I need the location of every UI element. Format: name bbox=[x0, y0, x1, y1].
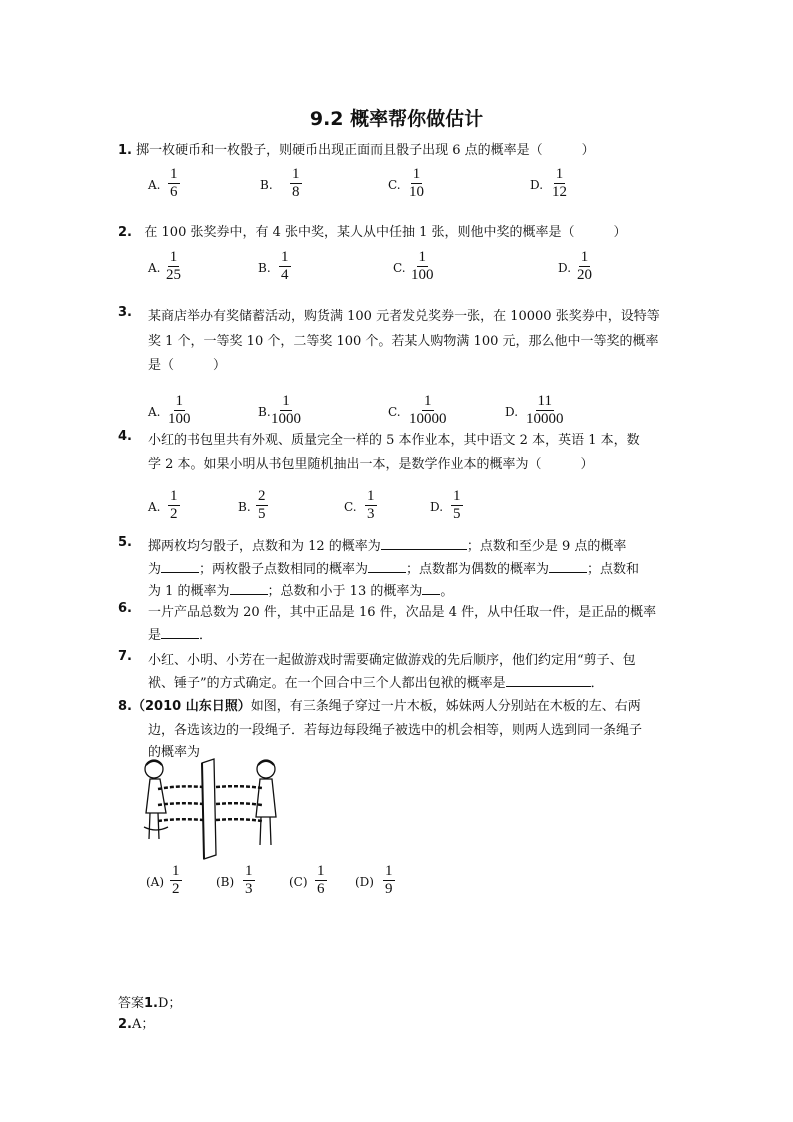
option-label: B. bbox=[260, 178, 273, 192]
option-fraction bbox=[271, 393, 301, 428]
option-label: B. bbox=[238, 500, 251, 514]
option-label: D. bbox=[430, 500, 444, 514]
question-source: （2010 山东日照） bbox=[131, 699, 251, 714]
numerator: 1 bbox=[170, 488, 178, 504]
denominator: 4 bbox=[281, 267, 289, 283]
question-6-line bbox=[148, 624, 212, 643]
answer-2 bbox=[118, 1013, 154, 1032]
question-number: 8. bbox=[118, 699, 132, 714]
option-fraction bbox=[365, 488, 377, 523]
answer-blank[interactable] bbox=[161, 560, 199, 573]
option-label: D. bbox=[530, 178, 544, 192]
answers-label: 答案 bbox=[118, 996, 145, 1011]
question-4-number bbox=[118, 429, 132, 444]
denominator: 12 bbox=[552, 184, 567, 200]
denominator: 5 bbox=[453, 506, 461, 522]
text: 为 1 的概率为 bbox=[148, 584, 230, 599]
answer-blank[interactable] bbox=[368, 560, 406, 573]
denominator: 6 bbox=[170, 184, 178, 200]
question-text-line: 小红的书包里共有外观、质量完全一样的 5 本作业本，其中语文 2 本，英语 1 本，数 bbox=[148, 433, 640, 448]
numerator: 1 bbox=[317, 863, 325, 879]
numerator: 1 bbox=[282, 393, 290, 409]
option-fraction bbox=[451, 488, 463, 523]
answer-number: 1. bbox=[144, 996, 158, 1011]
denominator: 25 bbox=[166, 267, 181, 283]
option-fraction bbox=[552, 166, 567, 201]
denominator: 2 bbox=[170, 506, 178, 522]
option-label: C. bbox=[393, 261, 406, 275]
denominator: 6 bbox=[317, 881, 325, 897]
denominator: 9 bbox=[385, 881, 393, 897]
question-text-line: 学 2 本。如果小明从书包里随机抽出一本，是数学作业本的概率为（ ） bbox=[148, 457, 594, 472]
text: 。 bbox=[440, 584, 454, 599]
option-label: B. bbox=[258, 261, 271, 275]
question-number: 3. bbox=[118, 305, 132, 320]
question-7-line bbox=[148, 672, 604, 691]
question-number: 4. bbox=[118, 429, 132, 444]
option-fraction bbox=[409, 393, 447, 428]
text: 是 bbox=[148, 628, 162, 643]
numerator: 1 bbox=[555, 166, 564, 182]
numerator: 1 bbox=[453, 488, 461, 504]
option-fraction bbox=[279, 249, 291, 284]
answer-text: A； bbox=[131, 1017, 155, 1032]
option-label: A. bbox=[148, 500, 161, 514]
question-number: 7. bbox=[118, 649, 132, 664]
question-3-number bbox=[118, 305, 132, 320]
question-2 bbox=[118, 221, 627, 240]
question-7-number bbox=[118, 649, 132, 664]
option-fraction bbox=[577, 249, 592, 284]
answer-text: D； bbox=[158, 996, 182, 1011]
option-label: A. bbox=[148, 178, 161, 192]
question-number: 5. bbox=[118, 535, 132, 550]
answer-1 bbox=[118, 992, 181, 1011]
option-fraction bbox=[256, 488, 268, 523]
answer-blank[interactable] bbox=[422, 582, 440, 595]
numerator: 11 bbox=[537, 393, 552, 409]
girl-right-figure bbox=[256, 760, 276, 845]
denominator: 3 bbox=[245, 881, 253, 897]
denominator: 3 bbox=[367, 506, 375, 522]
numerator: 2 bbox=[258, 488, 266, 504]
numerator: 1 bbox=[292, 166, 300, 182]
ropes bbox=[158, 786, 262, 821]
option-label: B. bbox=[258, 405, 271, 419]
denominator: 10000 bbox=[409, 411, 447, 427]
question-text: 在 100 张奖券中，有 4 张中奖，某人从中任抽 1 张，则他中奖的概率是（ ） bbox=[144, 225, 627, 240]
denominator: 2 bbox=[172, 881, 180, 897]
denominator: 100 bbox=[411, 267, 434, 283]
option-label: (D) bbox=[355, 875, 374, 889]
numerator: 1 bbox=[172, 863, 180, 879]
denominator: 1000 bbox=[271, 411, 301, 427]
numerator: 1 bbox=[169, 249, 178, 265]
numerator: 1 bbox=[412, 166, 421, 182]
option-fraction bbox=[411, 249, 434, 284]
option-fraction bbox=[526, 393, 564, 428]
option-label: C. bbox=[388, 178, 401, 192]
question-number: 1. bbox=[118, 143, 132, 158]
girl-left-figure bbox=[144, 760, 168, 839]
option-label: A. bbox=[148, 405, 161, 419]
question-5-line bbox=[148, 535, 626, 554]
numerator: 1 bbox=[175, 393, 183, 409]
option-fraction bbox=[168, 393, 191, 428]
question-text-line: 一片产品总数为 20 件，其中正品是 16 件，次品是 4 件，从中任取一件，是正品的概率 bbox=[148, 605, 657, 620]
question-text: 掷一枚硬币和一枚骰子，则硬币出现正面而且骰子出现 6 点的概率是（ ） bbox=[136, 143, 595, 158]
numerator: 1 bbox=[245, 863, 253, 879]
text: 掷两枚均匀骰子，点数和为 12 的概率为 bbox=[148, 539, 381, 554]
option-fraction bbox=[383, 863, 395, 898]
question-text-line: 是（ ） bbox=[148, 358, 227, 373]
option-fraction bbox=[315, 863, 327, 898]
text: ；两枚骰子点数相同的概率为 bbox=[199, 562, 369, 577]
question-number: 6. bbox=[118, 601, 132, 616]
numerator: 1 bbox=[385, 863, 393, 879]
option-label: C. bbox=[388, 405, 401, 419]
text: ；点数和 bbox=[587, 562, 640, 577]
question-text-line: 小红、小明、小芳在一起做游戏时需要确定做游戏的先后顺序，他们约定用“剪子、包 bbox=[148, 653, 636, 668]
rope-board-illustration bbox=[140, 755, 280, 865]
option-fraction bbox=[290, 166, 302, 201]
denominator: 100 bbox=[168, 411, 191, 427]
numerator: 1 bbox=[424, 393, 432, 409]
question-text-line: 奖 1 个，一等奖 10 个，二等奖 100 个。若某人购物满 100 元，那么他中一等奖的概率 bbox=[148, 334, 659, 349]
text: 袱、锤子”的方式确定。在一个回合中三个人都出包袱的概率是 bbox=[148, 676, 506, 691]
text: 如图，有三条绳子穿过一片木板，姊妹两人分别站在木板的左、右两 bbox=[250, 699, 641, 714]
option-fraction bbox=[170, 863, 182, 898]
denominator: 5 bbox=[258, 506, 266, 522]
answer-blank[interactable] bbox=[506, 674, 591, 687]
question-text-line: 的概率为 bbox=[148, 745, 201, 760]
answer-blank[interactable] bbox=[161, 626, 199, 639]
question-6-number bbox=[118, 601, 132, 616]
option-fraction bbox=[166, 249, 181, 284]
question-5-line bbox=[148, 558, 639, 577]
numerator: 1 bbox=[170, 166, 178, 182]
denominator: 10 bbox=[409, 184, 424, 200]
question-text-line: 某商店举办有奖储蓄活动，购货满 100 元者发兑奖券一张，在 10000 张奖券中，设特等 bbox=[148, 309, 660, 324]
answer-blank[interactable] bbox=[549, 560, 587, 573]
denominator: 10000 bbox=[526, 411, 564, 427]
denominator: 20 bbox=[577, 267, 592, 283]
option-label: (C) bbox=[289, 875, 308, 889]
option-fraction bbox=[168, 166, 180, 201]
option-label: D. bbox=[505, 405, 519, 419]
answer-number: 2. bbox=[118, 1017, 132, 1032]
text: 为 bbox=[148, 562, 162, 577]
option-label: C. bbox=[344, 500, 357, 514]
question-number: 2. bbox=[118, 225, 132, 240]
option-label: (A) bbox=[146, 875, 165, 889]
text: ． bbox=[590, 676, 604, 691]
text: ；总数和小于 13 的概率为 bbox=[267, 584, 423, 599]
answer-blank[interactable] bbox=[381, 537, 467, 550]
numerator: 1 bbox=[580, 249, 589, 265]
option-fraction bbox=[409, 166, 424, 201]
option-fraction bbox=[168, 488, 180, 523]
question-5-number bbox=[118, 535, 132, 550]
numerator: 1 bbox=[281, 249, 289, 265]
question-1 bbox=[118, 139, 595, 158]
numerator: 1 bbox=[367, 488, 375, 504]
denominator: 8 bbox=[292, 184, 300, 200]
text: ；点数和至少是 9 点的概率 bbox=[466, 539, 627, 554]
question-text-line: 边，各选该边的一段绳子．若每边每段绳子被选中的机会相等，则两人选到同一条绳子 bbox=[148, 723, 643, 738]
option-fraction bbox=[243, 863, 255, 898]
text: ；点数都为偶数的概率为 bbox=[406, 562, 550, 577]
page-title: 9.2 概率帮你做估计 bbox=[309, 108, 484, 130]
text: ． bbox=[199, 628, 213, 643]
question-8-line bbox=[118, 695, 641, 714]
answer-blank[interactable] bbox=[230, 582, 268, 595]
numerator: 1 bbox=[418, 249, 426, 265]
question-5-line bbox=[148, 580, 453, 599]
option-label: D. bbox=[558, 261, 572, 275]
option-label: A. bbox=[148, 261, 161, 275]
option-label: (B) bbox=[216, 875, 235, 889]
